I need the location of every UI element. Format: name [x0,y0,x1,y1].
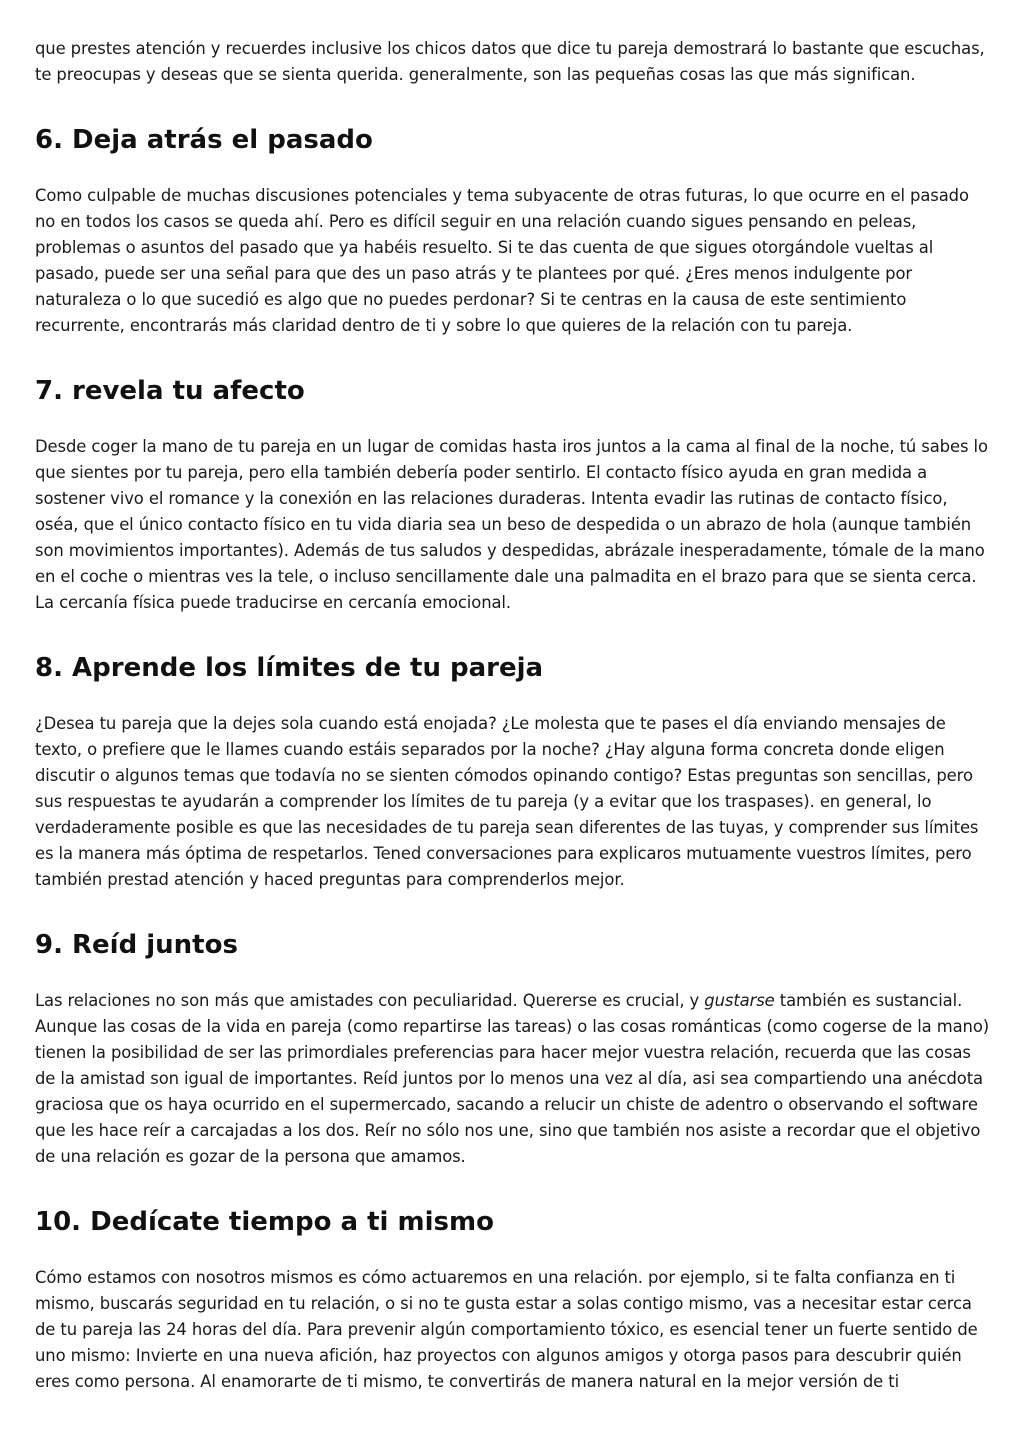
section-6-heading: 6. Deja atrás el pasado [35,125,373,155]
article-content [35,36,993,1395]
section-6-paragraph: Como culpable de muchas discusiones potenciales y tema subyacente de otras futuras, lo que ocurre en el pasado no en todos los casos se queda ahí. Pero es difícil seguir en una relación cuando sigues pensando en peleas, problemas o asuntos del pasado que ya habéis resuelto. Si te das cuenta de que sigues otorgándole vueltas al pasado, puede ser una señal para que des un paso atrás y te plantees por qué. ¿Eres menos indulgente por naturaleza o lo que sucedió es algo que no puedes perdonar? Si te centras en la causa de este sentimiento recurrente, encontrarás más claridad dentro de ti y sobre lo que quieres de la relación con tu pareja. [35,186,969,335]
section-8-paragraph: ¿Desea tu pareja que la dejes sola cuando está enojada? ¿Le molesta que te pases el día enviando mensajes de texto, o prefiere que le llames cuando estáis separados por la noche? ¿Hay alguna forma concreta donde eligen discutir o algunos temas que todavía no se sienten cómodos opinando contigo? Estas preguntas son sencillas, pero sus respuestas te ayudarán a comprender los límites de tu pareja (y a evitar que los traspases). en general, lo verdaderamente posible es que las necesidades de tu pareja sean diferentes de las tuyas, y comprender sus límites es la manera más óptima de respetarlos. Tened conversaciones para explicaros mutuamente vuestros límites, pero también prestad atención y haced preguntas para comprenderlos mejor. [35,714,979,889]
section-9-paragraph [35,988,993,1170]
section-9-text-after: también es sustancial. Aunque las cosas de la vida en pareja (como repartirse las tareas) o las cosas románticas (como cogerse de la mano) tienen la posibilidad de ser las primordiales preferencias para hacer mejor vuestra relación, recuerda que las cosas de la amistad son igual de importantes. Reíd juntos por lo menos una vez al día, asi sea compartiendo una anécdota graciosa que os haya ocurrido en el supermercado, sacando a relucir un chiste de adentro o observando el software que les hace reír a carcajadas a los dos. Reír no sólo nos une, sino que también nos asiste a recordar que el objetivo de una relación es gozar de la persona que amamos. [35,991,990,1166]
section-10-heading: 10. Dedícate tiempo a ti mismo [35,1207,494,1237]
section-7-paragraph: Desde coger la mano de tu pareja en un lugar de comidas hasta iros juntos a la cama al final de la noche, tú sabes lo que sientes por tu pareja, pero ella también debería poder sentirlo. El contacto físico ayuda en gran medida a sostener vivo el romance y la conexión en las relaciones duraderas. Intenta evadir las rutinas de contacto físico, oséa, que el único contacto físico en tu vida diaria sea un beso de despedida o un abrazo de hola (aunque también son movimientos importantes). Además de tus saludos y despedidas, abrázale inesperadamente, tómale de la mano en el coche o mientras ves la tele, o incluso sencillamente dale una palmadita en el brazo para que se sienta cerca. La cercanía física puede traducirse en cercanía emocional. [35,437,988,612]
section-7-heading: 7. revela tu afecto [35,376,305,406]
intro-paragraph: que prestes atención y recuerdes inclusive los chicos datos que dice tu pareja demostrará lo bastante que escuchas, te preocupas y deseas que se sienta querida. generalmente, son las pequeñas cosas las que más significan. [35,39,985,84]
section-9-text-before: Las relaciones no son más que amistades con peculiaridad. Quererse es crucial, y [35,991,705,1010]
section-10-paragraph: Cómo estamos con nosotros mismos es cómo actuaremos en una relación. por ejemplo, si te falta confianza en ti mismo, buscarás seguridad en tu relación, o si no te gusta estar a solas contigo mismo, vas a necesitar estar cerca de tu pareja las 24 horas del día. Para prevenir algún comportamiento tóxico, es esencial tener un fuerte sentido de uno mismo: Invierte en una nueva afición, haz proyectos con algunos amigos y otorga pasos para descubrir quién eres como persona. Al enamorarte de ti mismo, te convertirás de manera natural en la mejor versión de ti [35,1268,978,1391]
section-8-heading: 8. Aprende los límites de tu pareja [35,653,544,683]
section-9-heading: 9. Reíd juntos [35,930,238,960]
section-9-emphasis: gustarse [704,991,775,1010]
